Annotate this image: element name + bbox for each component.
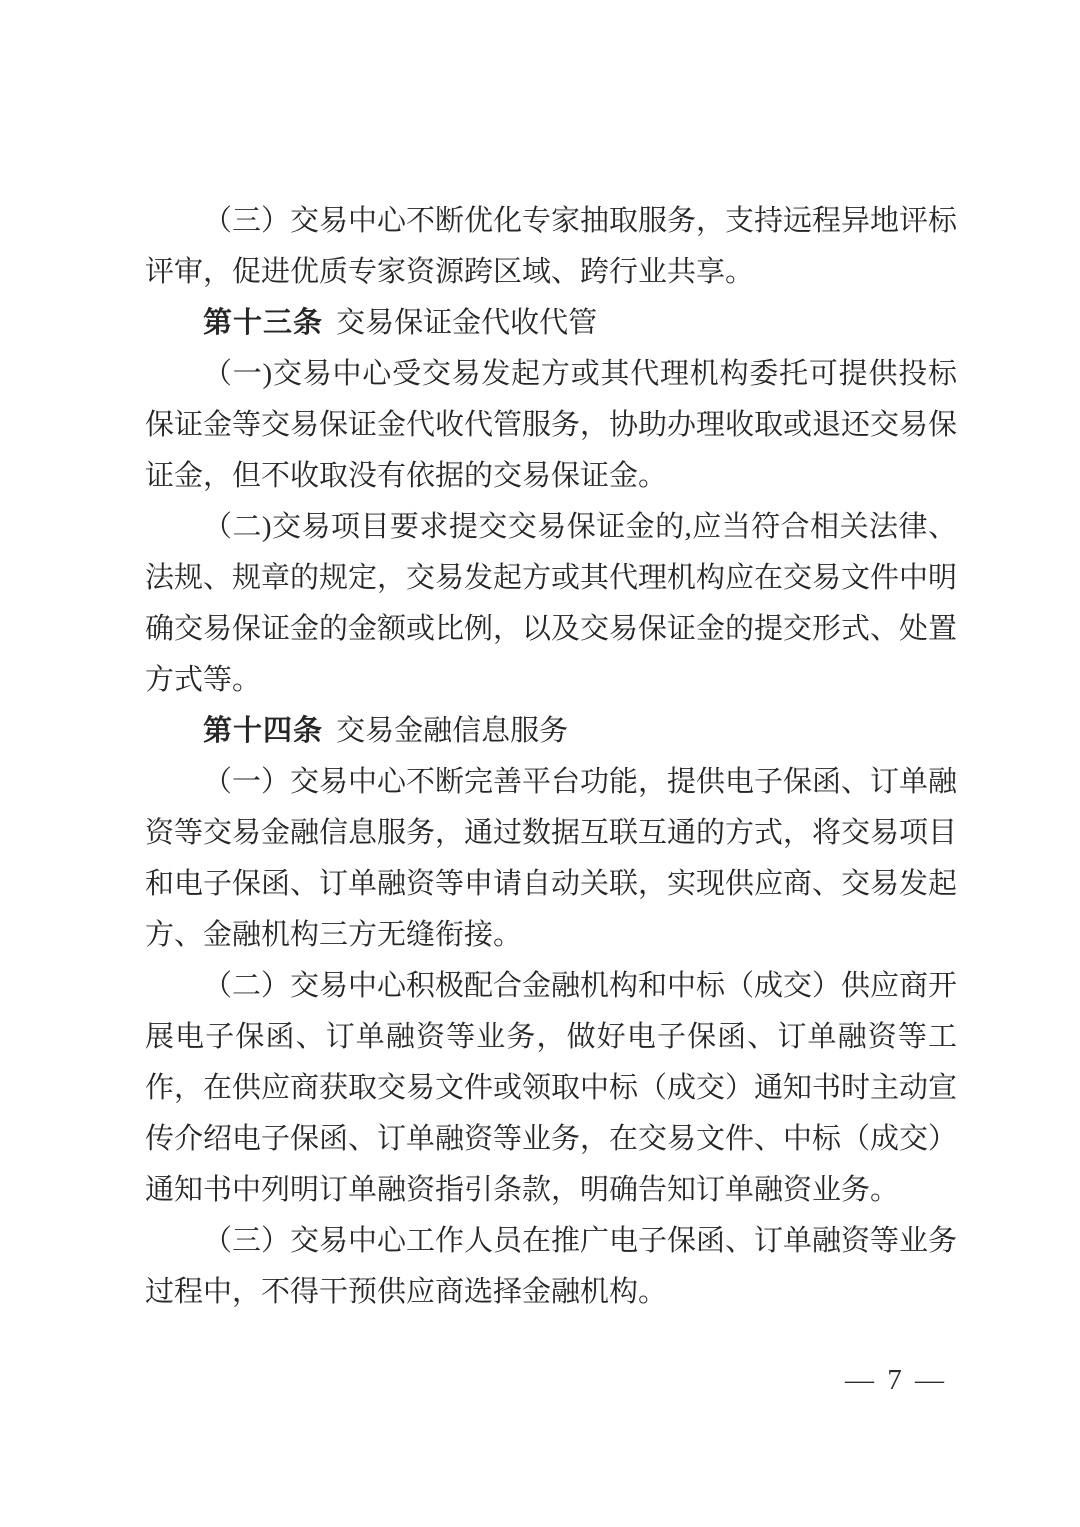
- article-14-number: 第十四条: [203, 715, 324, 747]
- article-13-item-2: （二)交易项目要求提交交易保证金的,应当符合相关法律、法规、规章的规定，交易发起方或其代理机构应在交易文件中明确交易保证金的金额或比例，以及交易保证金的提交形式、处置方式等。: [145, 511, 958, 696]
- article-14-title: 交易金融信息服务: [336, 715, 569, 747]
- article-14-heading: [145, 706, 957, 757]
- document-body: [145, 196, 957, 1318]
- article-13-number: 第十三条: [203, 307, 324, 339]
- article-13-heading: [145, 298, 957, 349]
- article-13-item-1: （一)交易中心受交易发起方或其代理机构委托可提供投标保证金等交易保证金代收代管服务，协助办理收取或退还交易保证金，但不收取没有依据的交易保证金。: [145, 358, 958, 492]
- article-14-item-3: （三）交易中心工作人员在推广电子保函、订单融资等业务过程中，不得干预供应商选择金融机构。: [145, 1225, 958, 1308]
- paragraph-intro-item-3: （三）交易中心不断优化专家抽取服务，支持远程异地评标评审，促进优质专家资源跨区域、跨行业共享。: [145, 205, 958, 288]
- article-14-item-2: （二）交易中心积极配合金融机构和中标（成交）供应商开展电子保函、订单融资等业务，做好电子保函、订单融资等工作，在供应商获取交易文件或领取中标（成交）通知书时主动宣传介绍电子保函、订单融资等业务，在交易文件、中标（成交）通知书中列明订单融资指引条款，明确告知订单融资业务。: [145, 970, 958, 1206]
- page-number: — 7 —: [845, 1364, 947, 1396]
- article-13-title: 交易保证金代收代管: [336, 307, 598, 339]
- article-14-item-1: （一）交易中心不断完善平台功能，提供电子保函、订单融资等交易金融信息服务，通过数据互联互通的方式，将交易项目和电子保函、订单融资等申请自动关联，实现供应商、交易发起方、金融机构三方无缝衔接。: [145, 766, 958, 951]
